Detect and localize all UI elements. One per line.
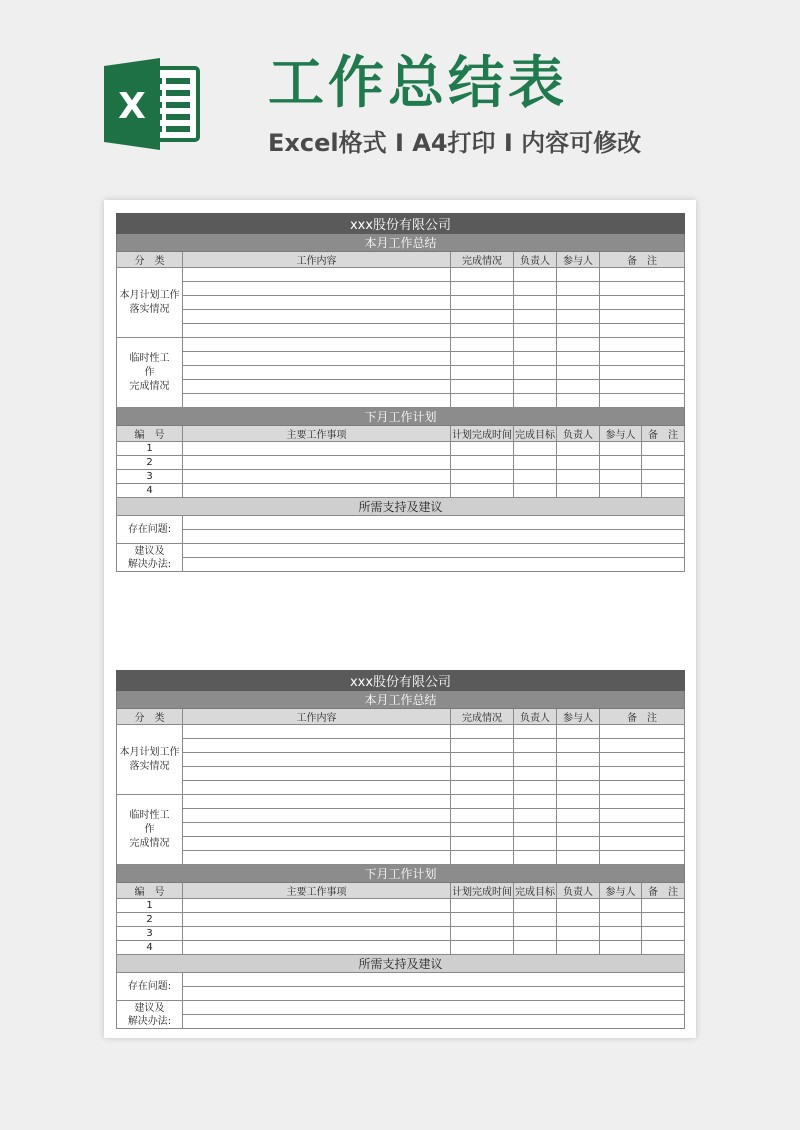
table-cell[interactable] [514,380,557,394]
table-cell[interactable] [557,352,600,366]
table-cell[interactable] [600,795,685,809]
summary-section-title: 本月工作总结 [117,234,685,252]
table-cell[interactable] [451,753,514,767]
table-cell[interactable] [642,470,685,484]
page-subtitle: Excel格式 I A4打印 I 内容可修改 [268,129,642,157]
table-cell[interactable] [600,442,642,456]
table-cell[interactable] [451,442,514,456]
table-cell[interactable] [557,851,600,865]
table-cell[interactable] [183,913,451,927]
issues-input[interactable] [183,973,685,987]
table-cell[interactable] [514,795,557,809]
table-cell[interactable] [642,913,685,927]
col-header-number: 编 号 [117,426,183,442]
table-cell[interactable] [183,484,451,498]
col-header-status: 完成情况 [451,709,514,725]
table-cell[interactable] [642,456,685,470]
table-cell[interactable] [451,380,514,394]
table-cell[interactable] [451,282,514,296]
table-cell[interactable] [183,456,451,470]
table-cell[interactable] [600,739,685,753]
plan-row-number: 2 [117,913,183,927]
table-cell[interactable] [557,913,600,927]
table-cell[interactable] [600,324,685,338]
plan-row-number: 2 [117,456,183,470]
table-cell[interactable] [183,324,451,338]
summary-sheet-1 [116,213,684,572]
issues-input[interactable] [183,516,685,530]
table-cell[interactable] [600,338,685,352]
table-cell[interactable] [183,352,451,366]
table-cell[interactable] [600,753,685,767]
table-cell[interactable] [451,352,514,366]
col-header-remark: 备 注 [642,883,685,899]
col-header-main-item: 主要工作事项 [183,426,451,442]
table-cell[interactable] [183,296,451,310]
table-cell[interactable] [514,913,557,927]
table-cell[interactable] [557,767,600,781]
plan-row-number: 1 [117,899,183,913]
solutions-input[interactable] [183,544,685,558]
table-cell[interactable] [514,899,557,913]
table-cell[interactable] [183,310,451,324]
table-cell[interactable] [642,484,685,498]
category-planned-work: 本月计划工作 落实情况 [117,268,183,338]
col-header-remark: 备 注 [642,426,685,442]
table-cell[interactable] [514,268,557,282]
table-cell[interactable] [514,310,557,324]
table-cell[interactable] [451,470,514,484]
table-cell[interactable] [183,725,451,739]
support-section-title: 所需支持及建议 [117,498,685,516]
table-cell[interactable] [514,753,557,767]
table-cell[interactable] [514,823,557,837]
excel-logo-icon [104,58,202,150]
table-cell[interactable] [451,837,514,851]
table-cell[interactable] [183,781,451,795]
table-cell[interactable] [600,781,685,795]
plan-row-number: 3 [117,470,183,484]
table-cell[interactable] [557,456,600,470]
table-cell[interactable] [557,484,600,498]
solutions-input[interactable] [183,1015,685,1029]
summary-sheet-2 [116,670,684,1029]
table-cell[interactable] [600,767,685,781]
table-cell[interactable] [183,394,451,408]
table-cell[interactable] [600,927,642,941]
col-header-planned-time: 计划完成时间 [451,883,514,899]
table-cell[interactable] [600,268,685,282]
solutions-input[interactable] [183,1001,685,1015]
col-header-participant: 参与人 [557,709,600,725]
table-cell[interactable] [600,941,642,955]
table-cell[interactable] [183,809,451,823]
table-cell[interactable] [514,725,557,739]
table-cell[interactable] [642,927,685,941]
plan-row-number: 4 [117,941,183,955]
table-cell[interactable] [642,899,685,913]
col-header-participant: 参与人 [600,883,642,899]
table-cell[interactable] [600,456,642,470]
table-cell[interactable] [642,442,685,456]
col-header-owner: 负责人 [514,709,557,725]
table-cell[interactable] [451,795,514,809]
col-header-number: 编 号 [117,883,183,899]
table-cell[interactable] [514,282,557,296]
table-cell[interactable] [557,380,600,394]
col-header-participant: 参与人 [600,426,642,442]
col-header-target: 完成目标 [514,883,557,899]
table-cell[interactable] [557,739,600,753]
col-header-owner: 负责人 [557,426,600,442]
table-cell[interactable] [514,470,557,484]
table-cell[interactable] [451,366,514,380]
table-cell[interactable] [557,394,600,408]
col-header-target: 完成目标 [514,426,557,442]
table-cell[interactable] [557,837,600,851]
table-cell[interactable] [183,851,451,865]
table-cell[interactable] [600,913,642,927]
table-cell[interactable] [514,296,557,310]
table-cell[interactable] [514,338,557,352]
table-cell[interactable] [514,456,557,470]
table-cell[interactable] [557,470,600,484]
table-cell[interactable] [514,324,557,338]
table-cell[interactable] [183,739,451,753]
table-cell[interactable] [557,296,600,310]
category-temporary-work: 临时性工 作 完成情况 [117,338,183,408]
table-cell[interactable] [451,394,514,408]
table-cell[interactable] [514,484,557,498]
table-cell[interactable] [451,823,514,837]
table-cell[interactable] [183,338,451,352]
table-cell[interactable] [451,484,514,498]
table-cell[interactable] [514,927,557,941]
col-header-owner: 负责人 [514,252,557,268]
table-cell[interactable] [451,781,514,795]
table-cell[interactable] [451,913,514,927]
col-header-status: 完成情况 [451,252,514,268]
plan-row-number: 1 [117,442,183,456]
table-cell[interactable] [557,442,600,456]
table-cell[interactable] [451,310,514,324]
table-cell[interactable] [514,442,557,456]
paper-preview [104,200,696,1038]
table-cell[interactable] [557,781,600,795]
table-cell[interactable] [557,927,600,941]
table-cell[interactable] [514,837,557,851]
table-cell[interactable] [183,899,451,913]
table-cell[interactable] [642,941,685,955]
issues-label: 存在问题: [117,973,183,1001]
table-cell[interactable] [600,310,685,324]
table-cell[interactable] [557,725,600,739]
solutions-label: 建议及 解决办法: [117,1001,183,1029]
col-header-content: 工作内容 [183,709,451,725]
table-cell[interactable] [183,470,451,484]
issues-label: 存在问题: [117,516,183,544]
table-cell[interactable] [451,324,514,338]
table-cell[interactable] [183,282,451,296]
table-cell[interactable] [514,739,557,753]
table-cell[interactable] [451,809,514,823]
col-header-category: 分 类 [117,709,183,725]
col-header-main-item: 主要工作事项 [183,883,451,899]
col-header-planned-time: 计划完成时间 [451,426,514,442]
col-header-content: 工作内容 [183,252,451,268]
table-cell[interactable] [514,781,557,795]
table-cell[interactable] [557,268,600,282]
table-cell[interactable] [557,899,600,913]
plan-row-number: 4 [117,484,183,498]
summary-table [116,213,685,572]
table-cell[interactable] [183,753,451,767]
table-cell[interactable] [183,795,451,809]
table-cell[interactable] [600,809,685,823]
company-name: xxx股份有限公司 [117,214,685,234]
table-cell[interactable] [183,837,451,851]
table-cell[interactable] [451,268,514,282]
table-cell[interactable] [600,296,685,310]
support-section-title: 所需支持及建议 [117,955,685,973]
table-cell[interactable] [451,739,514,753]
table-cell[interactable] [514,809,557,823]
table-cell[interactable] [183,268,451,282]
solutions-label: 建议及 解决办法: [117,544,183,572]
table-cell[interactable] [600,366,685,380]
company-name: xxx股份有限公司 [117,671,685,691]
category-planned-work: 本月计划工作 落实情况 [117,725,183,795]
col-header-remark: 备 注 [600,252,685,268]
table-cell[interactable] [557,366,600,380]
table-cell[interactable] [600,352,685,366]
table-cell[interactable] [183,442,451,456]
table-cell[interactable] [514,941,557,955]
table-cell[interactable] [451,456,514,470]
table-cell[interactable] [451,725,514,739]
table-cell[interactable] [183,823,451,837]
issues-input[interactable] [183,530,685,544]
table-cell[interactable] [514,366,557,380]
table-cell[interactable] [451,296,514,310]
table-cell[interactable] [183,767,451,781]
table-cell[interactable] [557,338,600,352]
table-cell[interactable] [183,941,451,955]
table-cell[interactable] [183,366,451,380]
table-cell[interactable] [451,927,514,941]
table-cell[interactable] [600,823,685,837]
table-cell[interactable] [557,795,600,809]
table-cell[interactable] [514,767,557,781]
table-cell[interactable] [557,809,600,823]
table-cell[interactable] [600,470,642,484]
table-cell[interactable] [600,380,685,394]
solutions-input[interactable] [183,558,685,572]
col-header-category: 分 类 [117,252,183,268]
col-header-participant: 参与人 [557,252,600,268]
table-cell[interactable] [514,352,557,366]
table-cell[interactable] [557,310,600,324]
table-cell[interactable] [451,941,514,955]
table-cell[interactable] [557,282,600,296]
table-cell[interactable] [514,851,557,865]
table-cell[interactable] [557,823,600,837]
table-cell[interactable] [600,394,685,408]
plan-section-title: 下月工作计划 [117,865,685,883]
table-cell[interactable] [183,927,451,941]
table-cell[interactable] [451,899,514,913]
plan-section-title: 下月工作计划 [117,408,685,426]
table-cell[interactable] [600,725,685,739]
table-cell[interactable] [557,324,600,338]
table-cell[interactable] [600,851,685,865]
category-temporary-work: 临时性工 作 完成情况 [117,795,183,865]
summary-table [116,670,685,1029]
logo-letter: X [118,86,146,127]
table-cell[interactable] [514,394,557,408]
col-header-remark: 备 注 [600,709,685,725]
summary-section-title: 本月工作总结 [117,691,685,709]
table-cell[interactable] [557,941,600,955]
plan-row-number: 3 [117,927,183,941]
table-cell[interactable] [600,899,642,913]
table-cell[interactable] [600,837,685,851]
col-header-owner: 负责人 [557,883,600,899]
header [0,0,800,200]
issues-input[interactable] [183,987,685,1001]
table-cell[interactable] [451,767,514,781]
table-cell[interactable] [600,282,685,296]
table-cell[interactable] [183,380,451,394]
table-cell[interactable] [600,484,642,498]
table-cell[interactable] [557,753,600,767]
table-cell[interactable] [451,851,514,865]
page-title: 工作总结表 [268,51,568,116]
table-cell[interactable] [451,338,514,352]
